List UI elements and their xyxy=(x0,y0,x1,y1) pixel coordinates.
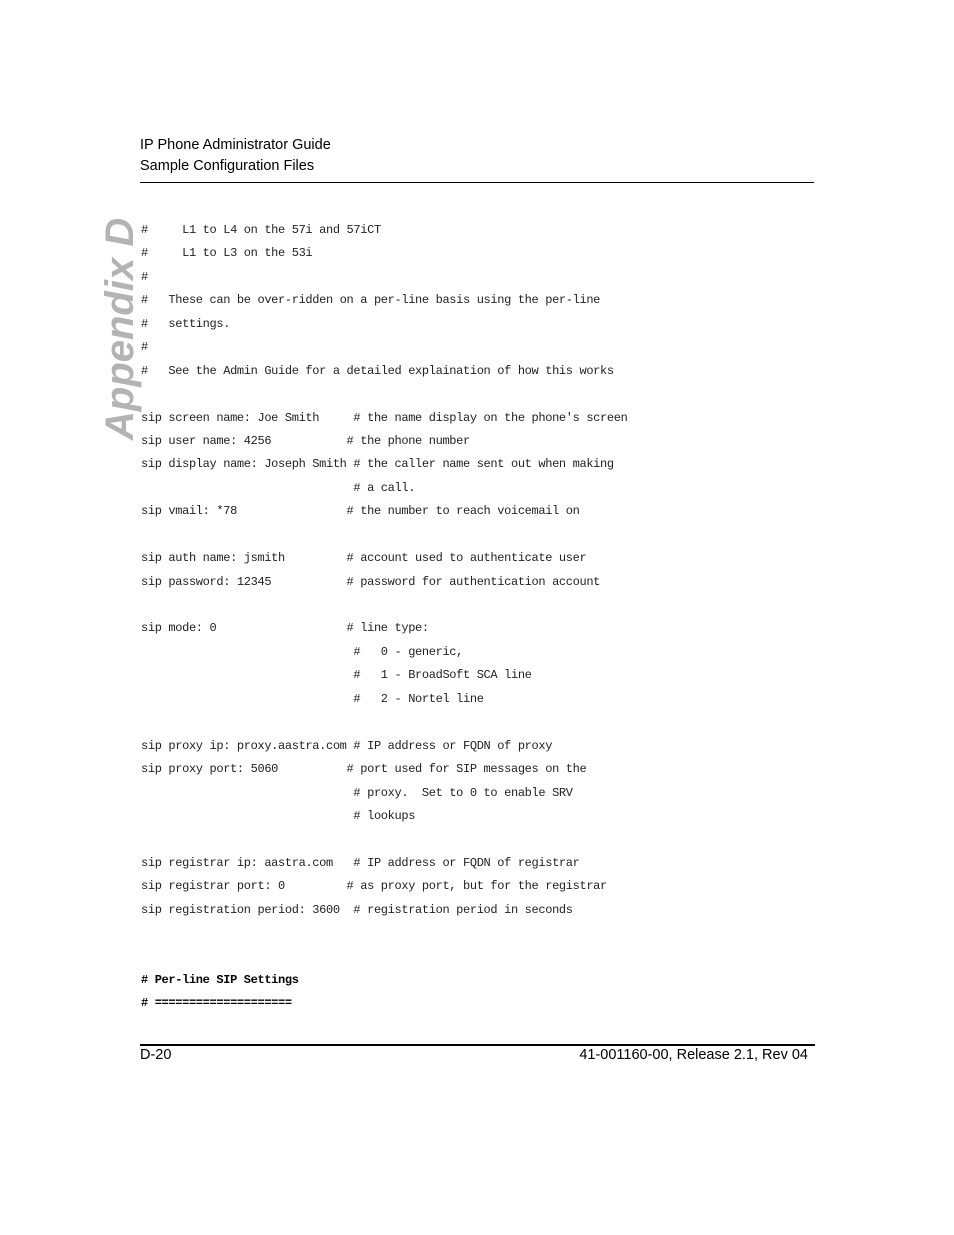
code-line: # 2 - Nortel line xyxy=(141,691,484,706)
code-line: # settings. xyxy=(141,316,231,331)
code-line xyxy=(141,922,627,945)
code-line: # 1 - BroadSoft SCA line xyxy=(141,668,532,683)
footer-rule xyxy=(140,1044,815,1046)
code-line: sip registrar port: 0 # as proxy port, but for the registrar xyxy=(141,879,607,894)
code-line: # Per-line SIP Settings xyxy=(141,973,299,987)
code-line xyxy=(141,828,627,851)
code-line xyxy=(141,524,627,547)
guide-title: IP Phone Administrator Guide xyxy=(140,137,331,153)
document-id: 41-001160-00, Release 2.1, Rev 04 xyxy=(579,1047,808,1063)
code-line: sip proxy port: 5060 # port used for SIP messages on the xyxy=(141,762,587,777)
code-line xyxy=(141,946,627,969)
code-line: # These can be over-ridden on a per-line basis using the per-line xyxy=(141,293,601,308)
code-line: sip proxy ip: proxy.aastra.com # IP address or FQDN of proxy xyxy=(141,738,553,753)
config-code-block xyxy=(141,219,627,1016)
code-line: # xyxy=(141,269,148,284)
header-rule xyxy=(140,182,814,183)
code-line xyxy=(141,383,627,406)
code-line: sip registrar ip: aastra.com # IP address or FQDN of registrar xyxy=(141,855,580,870)
section-title: Sample Configuration Files xyxy=(140,158,315,174)
code-line: sip password: 12345 # password for authentication account xyxy=(141,574,601,589)
code-line: sip display name: Joseph Smith # the caller name sent out when making xyxy=(141,457,614,472)
code-line: sip user name: 4256 # the phone number xyxy=(141,433,470,448)
code-line: # L1 to L3 on the 53i xyxy=(141,246,313,261)
code-line: # proxy. Set to 0 to enable SRV xyxy=(141,785,573,800)
appendix-side-tab: Appendix D xyxy=(98,217,142,440)
code-line: # See the Admin Guide for a detailed explaination of how this works xyxy=(141,363,614,378)
code-line: # xyxy=(141,340,148,355)
code-line: sip mode: 0 # line type: xyxy=(141,621,429,636)
code-line: # L1 to L4 on the 57i and 57iCT xyxy=(141,223,381,237)
code-line: sip auth name: jsmith # account used to authenticate user xyxy=(141,551,587,566)
code-line xyxy=(141,594,627,617)
code-line: # 0 - generic, xyxy=(141,644,464,659)
page-header xyxy=(140,135,331,177)
code-line: sip registration period: 3600 # registration period in seconds xyxy=(141,902,573,917)
code-line: # lookups xyxy=(141,808,416,823)
code-line: # a call. xyxy=(141,480,416,495)
page-number: D-20 xyxy=(140,1047,172,1063)
code-line: sip screen name: Joe Smith # the name display on the phone's screen xyxy=(141,410,628,425)
code-line xyxy=(141,711,627,734)
code-line: # ==================== xyxy=(141,996,292,1011)
code-line: sip vmail: *78 # the number to reach voicemail on xyxy=(141,504,580,519)
